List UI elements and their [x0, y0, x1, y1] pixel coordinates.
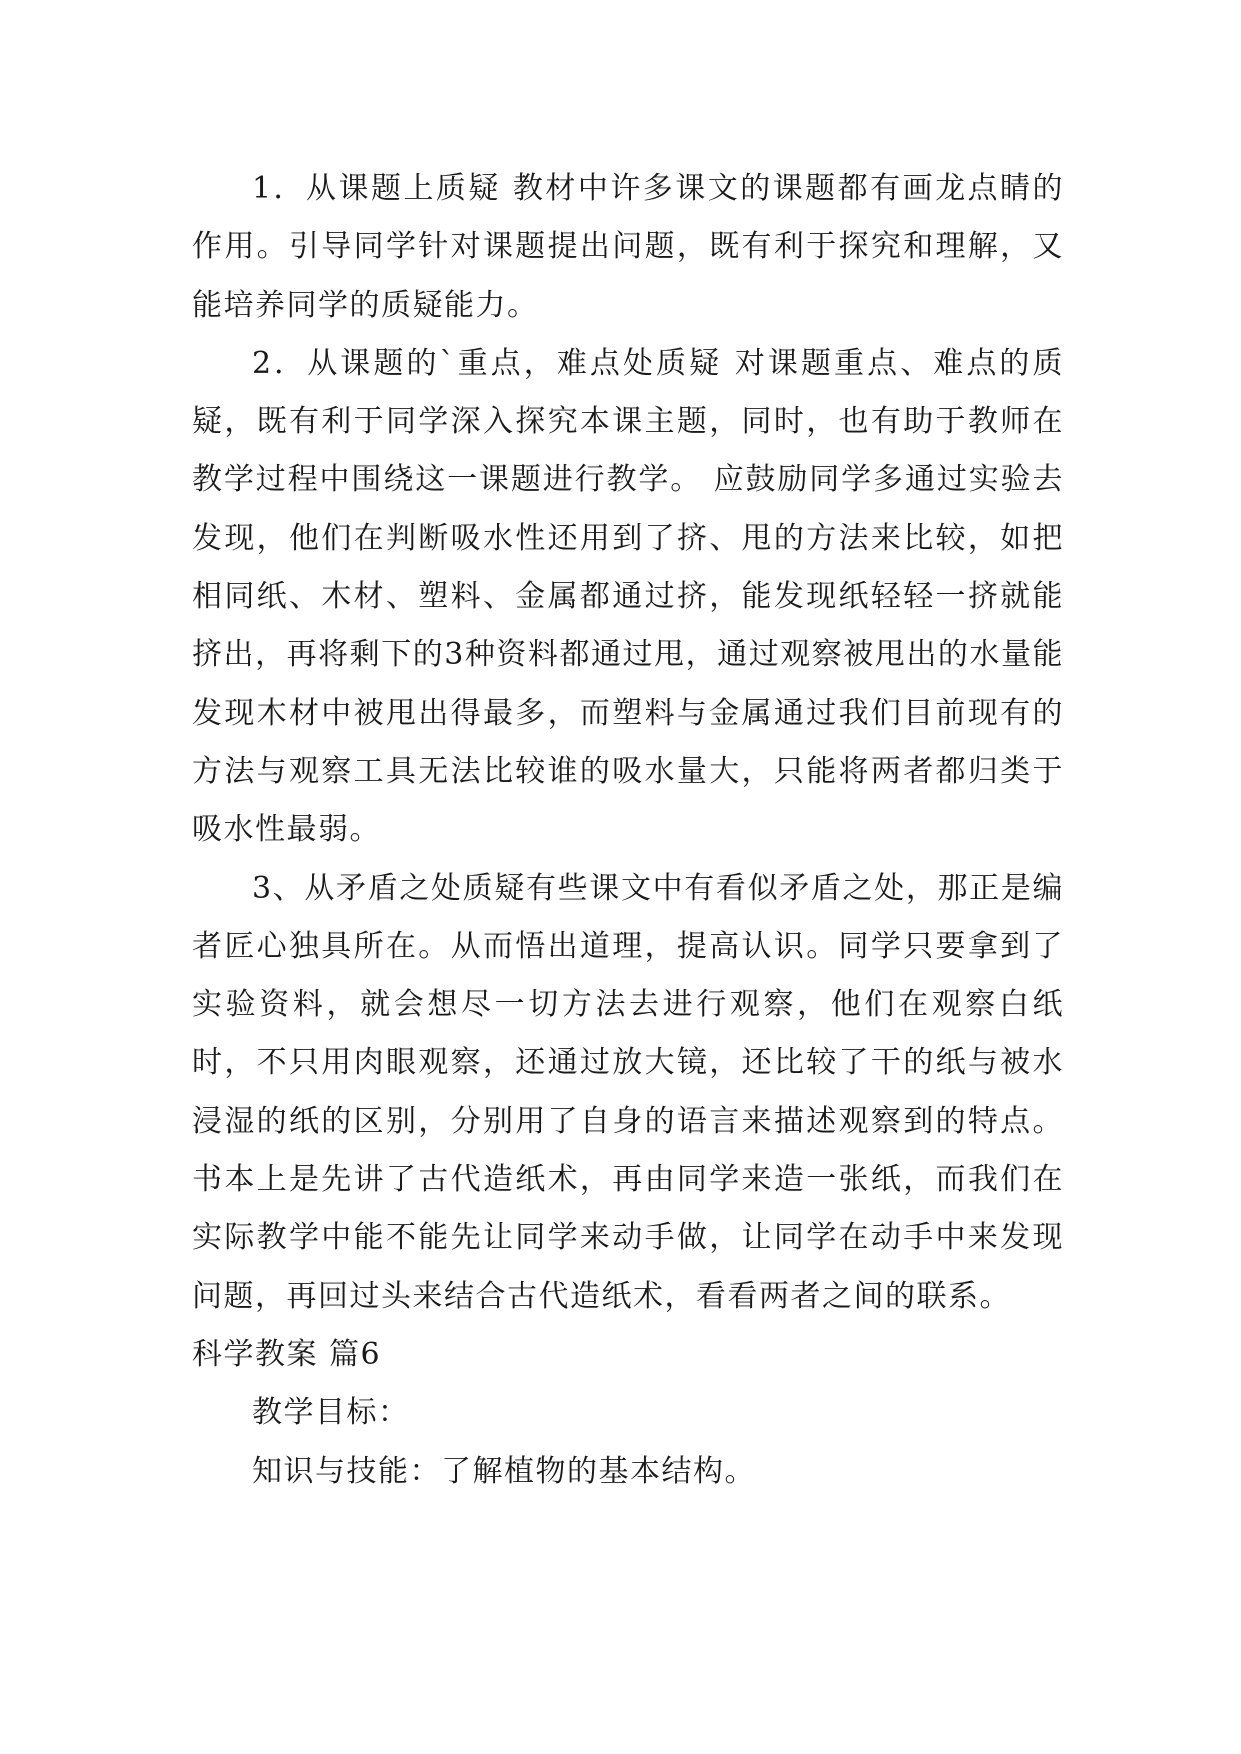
subsection-label: 教学目标：	[252, 1395, 410, 1431]
document-body	[192, 160, 1064, 1501]
paragraph-1: 1．从课题上质疑 教材中许多课文的课题都有画龙点睛的作用。引导同学针对课题提出问题，既有利于探究和理解，又能培养同学的质疑能力。	[192, 171, 1064, 323]
paragraph-3: 3、从矛盾之处质疑有些课文中有看似矛盾之处，那正是编者匠心独具所在。从而悟出道理，提高认识。同学只要拿到了实验资料，就会想尽一切方法去进行观察，他们在观察白纸时，不只用肉眼观察，还通过放大镜，还比较了干的纸与被水浸湿的纸的区别，分别用了自身的语言来描述观察到的特点。书本上是先讲了古代造纸术，再由同学来造一张纸，而我们在实际教学中能不能先让同学来动手做，让同学在动手中来发现问题，再回过头来结合古代造纸术，看看两者之间的联系。	[192, 870, 1064, 1314]
objective-line: 知识与技能：了解植物的基本结构。	[252, 1453, 756, 1489]
section-heading: 科学教案 篇6	[192, 1336, 382, 1372]
paragraph-2: 2．从课题的`重点，难点处质疑 对课题重点、难点的质疑，既有利于同学深入探究本课主题，同时，也有助于教师在教学过程中围绕这一课题进行教学。 应鼓励同学多通过实验去发现，他们在判断吸水性还用到了挤、甩的方法来比较，如把相同纸、木材、塑料、金属都通过挤，能发现纸轻轻一挤就能挤出，再将剩下的3种资料都通过甩，通过观察被甩出的水量能发现木材中被甩出得最多，而塑料与金属通过我们目前现有的方法与观察工具无法比较谁的吸水量大，只能将两者都归类于吸水性最弱。	[192, 345, 1064, 848]
